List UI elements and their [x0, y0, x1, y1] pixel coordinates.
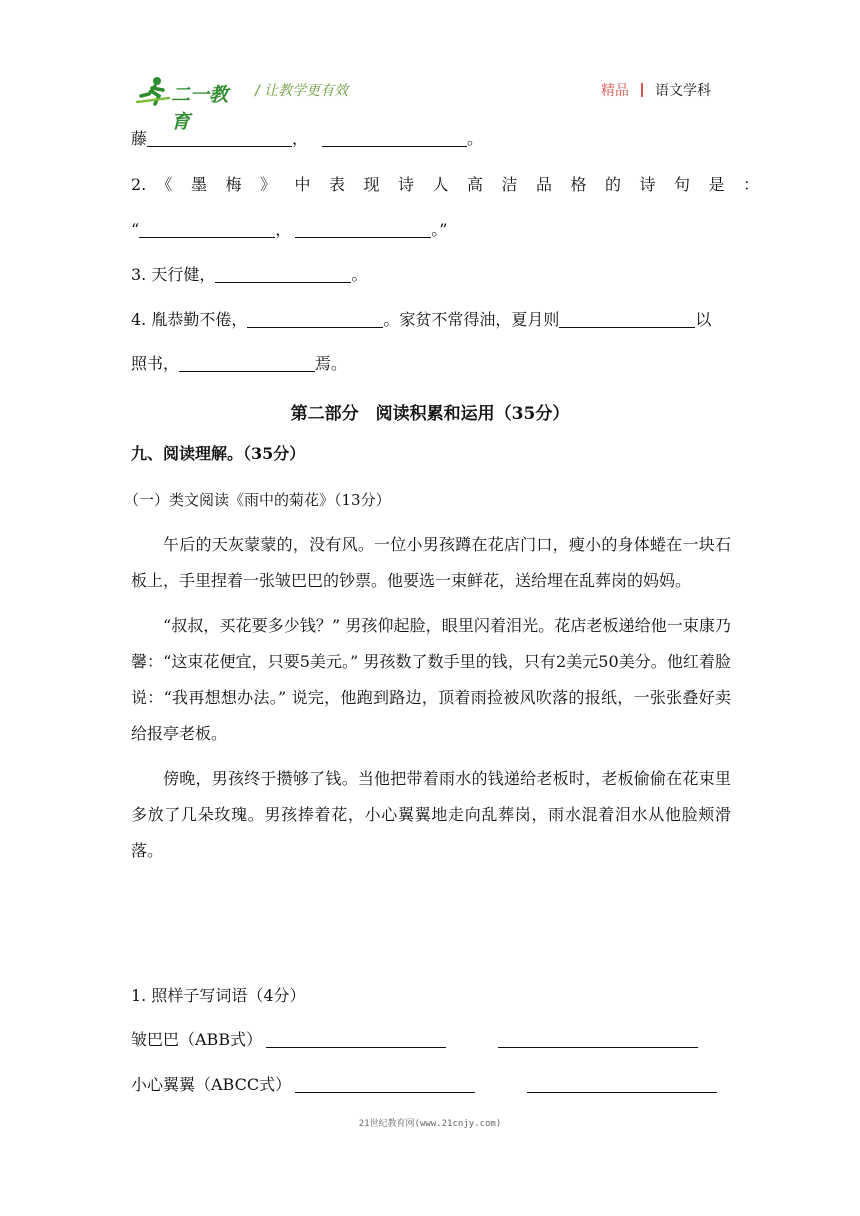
- answer-blank[interactable]: [295, 1076, 475, 1093]
- answer-blank[interactable]: [498, 1031, 698, 1048]
- page-header: [135, 70, 725, 133]
- answer-blank[interactable]: [559, 311, 695, 328]
- question-4: 4. 胤恭勤不倦， 。家贫不常得油，夏月则 以: [131, 310, 712, 329]
- part-title: 第二部分 阅读积累和运用（35分）: [290, 404, 570, 424]
- answer-blank[interactable]: [295, 221, 431, 238]
- answer-blank[interactable]: [527, 1076, 717, 1093]
- answer-blank[interactable]: [247, 311, 383, 328]
- logo: [135, 76, 245, 133]
- question-2: 2. 《墨梅》中表现诗人高洁品格的诗句是：: [131, 175, 778, 194]
- runner-logo-icon: [135, 76, 175, 106]
- subject-label: 语文学科: [655, 83, 711, 99]
- question-1-title: 1. 照样子写词语（4分）: [131, 986, 306, 1005]
- paragraph-1: 午后的天灰蒙蒙的，没有风。一位小男孩蹲在花店门口，瘦小的身体蜷在一块石板上，手里捏着一张皱巴巴的钞票。他要选一束鲜花，送给埋在乱葬岗的妈妈。: [131, 535, 731, 590]
- header-slogan: / 让教学更有效: [255, 83, 349, 99]
- answer-blank[interactable]: [215, 266, 351, 283]
- word-exercise-abcc: [131, 1075, 717, 1095]
- header-right: [601, 80, 711, 100]
- fill-line-1: 藤 ， 。: [131, 129, 484, 148]
- question-2-answer: “ ， 。”: [131, 220, 448, 239]
- answer-blank[interactable]: [266, 1031, 446, 1048]
- section-title: 九、阅读理解。（35分）: [131, 444, 306, 463]
- header-divider: [641, 83, 643, 97]
- question-2-text: 《墨梅》中表现诗人高洁品格的诗句是：: [156, 175, 778, 194]
- page-footer: 21世纪教育网(www.21cnjy.com): [358, 1119, 502, 1129]
- reading-passage: [131, 527, 731, 869]
- abb-label: 皱巴巴（ABB式）: [131, 1030, 263, 1049]
- answer-blank[interactable]: [139, 221, 275, 238]
- paragraph-3: 傍晚，男孩终于攒够了钱。当他把带着雨水的钱递给老板时，老板偷偷在花束里多放了几朵玫瑰。男孩捧着花，小心翼翼地走向乱葬岗，雨水混着泪水从他脸颊滑落。: [131, 769, 731, 860]
- question-3: 3. 天行健， 。: [131, 265, 368, 284]
- answer-blank[interactable]: [322, 130, 467, 147]
- reading-title: （一）类文阅读《雨中的菊花》（13分）: [124, 491, 391, 509]
- answer-blank[interactable]: [147, 130, 292, 147]
- paragraph-2: “叔叔，买花要多少钱？” 男孩仰起脸，眼里闪着泪光。花店老板递给他一束康乃馨：“这束花便宜，只要5美元。” 男孩数了数手里的钱，只有2美元50美分。他红着脸说：“我再想想办法。” 说完，他跑到路边，顶着雨捡被风吹落的报纸，一张张叠好卖给报亭老板。: [131, 616, 731, 743]
- question-4-cont: 照书， 焉。: [131, 354, 348, 373]
- logo-text: 二一教育: [171, 84, 229, 133]
- word-exercise-abb: [131, 1030, 698, 1050]
- quality-label: 精品: [601, 83, 629, 99]
- answer-blank[interactable]: [179, 355, 315, 372]
- abcc-label: 小心翼翼（ABCC式）: [131, 1075, 292, 1094]
